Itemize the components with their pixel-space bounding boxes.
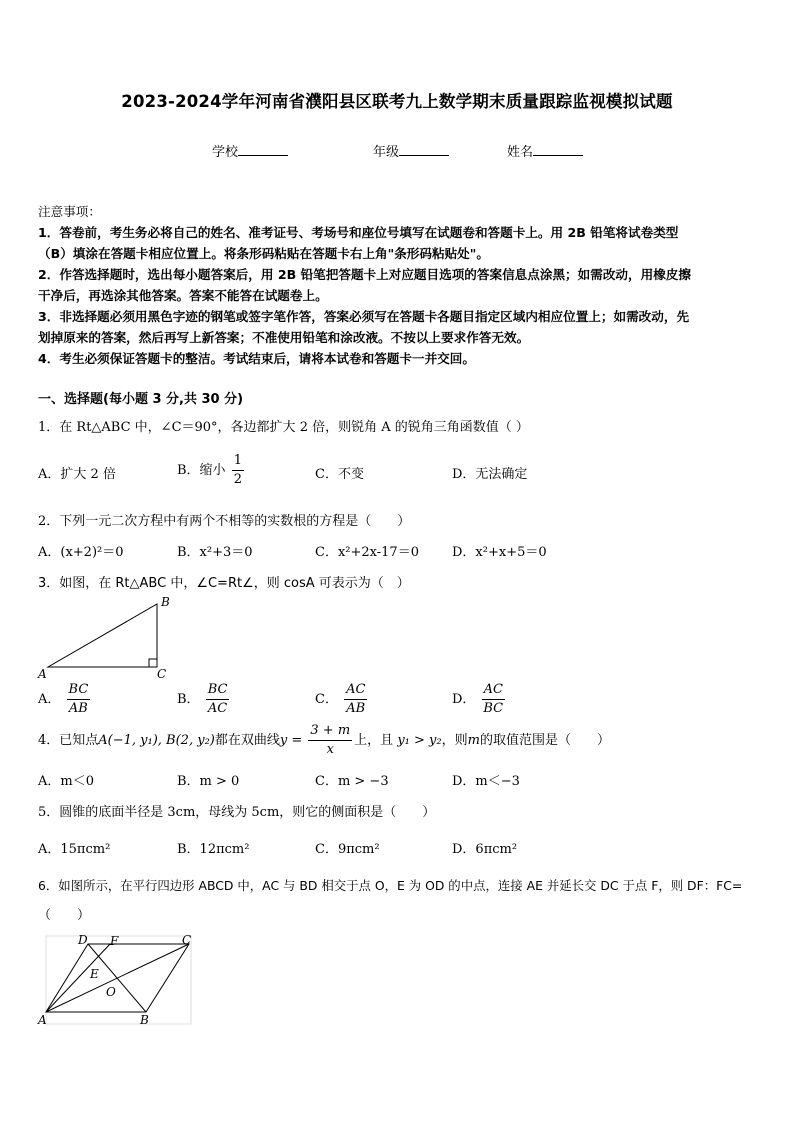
q1-option-a[interactable]: A．扩大 2 倍 — [38, 467, 116, 482]
notice-line: 4．考生必须保证答题卡的整洁。考试结束后，请将本试卷和答题卡一并交回。 — [38, 351, 475, 366]
q3-option-d[interactable]: D． $\frac{AC}{BC}$ — [452, 682, 504, 716]
q4-points: A(−1, y₁), B(2, y₂) — [98, 733, 215, 748]
notice-line: 1．答卷前，考生务必将自己的姓名、准考证号、考场号和座位号填写在试题卷和答题卡上。用 2B 铅笔将试卷类型 — [38, 225, 679, 240]
q1-option-d[interactable]: D．无法确定 — [452, 467, 528, 482]
section-heading: 一、选择题(每小题 3 分,共 30 分) — [38, 392, 244, 407]
notice-line: 划掉原来的答案，然后再写上新答案；不准使用铅笔和涂改液。不按以上要求作答无效。 — [38, 330, 530, 345]
q2-stem: 2．下列一元二次方程中有两个不相等的实数根的方程是（ ） — [38, 514, 411, 529]
notice-line: 3．非选择题必须用黑色字迹的钢笔或签字笔作答，答案必须写在答题卡各题目指定区域内相应位置上；如需改动，先 — [38, 309, 690, 324]
page-title: 2023-2024学年河南省濮阳县区联考九上数学期末质量跟踪监视模拟试题 — [121, 92, 673, 111]
name-label: 姓名 — [507, 145, 534, 160]
q6-label-f: F — [110, 934, 119, 948]
notice-line: 干净后，再选涂其他答案。答案不能答在试题卷上。 — [38, 288, 328, 303]
q3-label-a: A — [38, 667, 47, 681]
q4-option-a[interactable]: A．m＜0 — [38, 774, 94, 789]
grade-field[interactable] — [373, 141, 449, 160]
q6-label-c: C — [182, 933, 192, 947]
q5-option-a[interactable]: A．15πcm² — [38, 842, 111, 857]
q6-stem: 6．如图所示，在平行四边形 ABCD 中，AC 与 BD 相交于点 O，E 为 OD 的中点，连接 AE 并延长交 DC 于点 F，则 DF：FC= — [38, 878, 743, 893]
q3-stem: 3．如图，在 Rt△ABC 中，∠C=Rt∠，则 cosA 可表示为（ ） — [38, 576, 410, 591]
q1-option-c[interactable]: C．不变 — [315, 467, 364, 482]
q1-b-prefix: B．缩小 — [177, 463, 226, 478]
q5-option-d[interactable]: D．6πcm² — [452, 842, 518, 857]
grade-label: 年级 — [373, 145, 400, 160]
q4-option-d[interactable]: D．m＜−3 — [452, 774, 520, 789]
q2-option-a[interactable]: A．(x+2)²＝0 — [38, 545, 124, 560]
school-field[interactable] — [212, 141, 288, 160]
q4-option-c[interactable]: C．m > −3 — [315, 774, 389, 789]
q1-b-den: 2 — [233, 472, 242, 487]
q6-label-a: A — [38, 1013, 47, 1027]
q3-option-b[interactable]: B． $\frac{BC}{AC}$ — [177, 682, 228, 716]
q6-label-o: O — [106, 985, 116, 999]
q5-stem: 5．圆锥的底面半径是 3cm，母线为 5cm，则它的侧面积是（ ） — [38, 805, 436, 820]
q4-stem: 4．已知点A(−1, y₁), B(2, y₂)都在双曲线y = $\frac{3 + m}{x}$ 上，且 y₁ > y₂，则m的取值范围是（ ） — [38, 723, 610, 757]
q2-option-d[interactable]: D．x²+x+5＝0 — [452, 545, 547, 560]
q5-option-b[interactable]: B．12πcm² — [177, 842, 250, 857]
q1-b-num: 1 — [232, 452, 244, 471]
q6-parallelogram-figure — [36, 932, 196, 1028]
q3-option-c[interactable]: C． $\frac{AC}{AB}$ — [315, 682, 366, 716]
name-field[interactable] — [507, 141, 583, 160]
notice-line: （B）填涂在答题卡相应位置上。将条形码粘贴在答题卡右上角"条形码粘贴处"。 — [38, 246, 489, 261]
q1-b-fraction — [232, 452, 244, 489]
q3-triangle-figure — [36, 592, 176, 684]
q2-option-b[interactable]: B．x²+3＝0 — [177, 545, 253, 560]
q6-label-d: D — [78, 933, 88, 947]
q6-paren: （ ） — [38, 908, 91, 923]
q5-option-c[interactable]: C．9πcm² — [315, 842, 380, 857]
q3-label-b: B — [161, 595, 170, 609]
q1-stem: 1．在 Rt△ABC 中，∠C＝90°，各边都扩大 2 倍，则锐角 A 的锐角三角函数值（ ） — [38, 420, 529, 435]
q6-label-b: B — [140, 1013, 149, 1027]
q1-option-b[interactable] — [177, 452, 246, 489]
q4-option-b[interactable]: B．m > 0 — [177, 774, 240, 789]
school-label: 学校 — [212, 145, 239, 160]
q3-label-c: C — [157, 667, 167, 681]
notice-line: 2．作答选择题时，选出每小题答案后，用 2B 铅笔把答题卡上对应题目选项的答案信息点涂黑；如需改动，用橡皮擦 — [38, 267, 691, 282]
q6-label-e: E — [90, 967, 99, 981]
q2-option-c[interactable]: C．x²+2x-17＝0 — [315, 545, 419, 560]
q3-option-a[interactable]: A． $\frac{BC}{AB}$ — [38, 682, 89, 716]
notice-heading: 注意事项： — [38, 204, 101, 219]
